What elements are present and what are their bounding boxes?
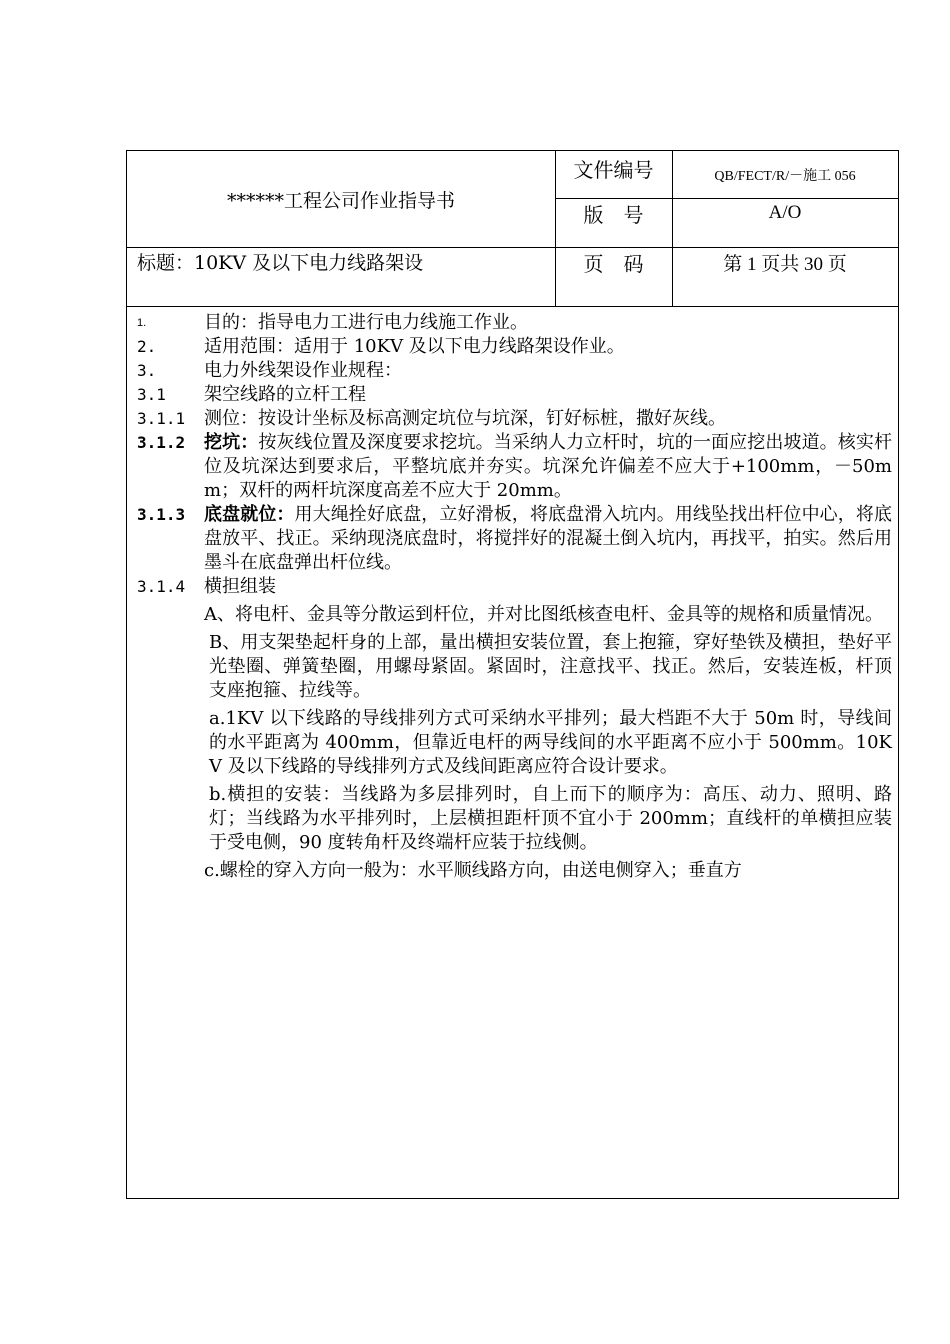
item-text: 目的：指导电力工进行电力线施工作业。 xyxy=(204,312,528,333)
item-number: 3. xyxy=(137,361,157,380)
page-label: 页 码 xyxy=(583,251,644,276)
list-item xyxy=(137,359,892,383)
header-table xyxy=(127,151,898,307)
list-item xyxy=(137,335,892,359)
paragraph-b-lower: b.横担的安装：当线路为多层排列时，自上而下的顺序为：高压、动力、照明、路灯；当线路为水平排列时，上层横担距杆顶不宜小于 200mm；直线杆的单横担应装于受电侧，90 度转角杆及终端杆应装于拉线侧。 xyxy=(209,784,892,853)
paragraph-a-upper: A、将电杆、金具等分散运到杆位，并对比图纸核查电杆、金具等的规格和质量情况。 xyxy=(204,604,883,625)
item-number: 3.1.2 xyxy=(137,433,186,452)
document-title: 标题：10KV 及以下电力线路架设 xyxy=(137,252,424,274)
item-body: 用大绳拴好底盘，立好滑板，将底盘滑入坑内。用线坠找出杆位中心，将底盘放平、找正。采纳现浇底盘时，将搅拌好的混凝土倒入坑内，再找平，拍实。然后用墨斗在底盘弹出杆位线。 xyxy=(204,504,893,573)
list-item xyxy=(137,407,892,431)
doc-no-value: QB/FECT/R/－施工 056 xyxy=(714,168,856,184)
item-text xyxy=(204,503,892,575)
item-number: 3.1.4 xyxy=(137,577,186,596)
item-number: 3.1 xyxy=(137,385,166,404)
item-number: 1. xyxy=(137,317,147,329)
item-number: 2. xyxy=(137,337,157,356)
item-text: 电力外线架设作业规程： xyxy=(204,360,402,381)
company-title: ******工程公司作业指导书 xyxy=(226,189,455,212)
list-item xyxy=(137,575,892,599)
version-label: 版 号 xyxy=(583,202,644,227)
list-item xyxy=(137,311,892,335)
item-number: 3.1.3 xyxy=(137,505,186,524)
item-body: 按灰线位置及深度要求挖坑。当采纳人力立杆时，坑的一面应挖出坡道。核实杆位及坑深达到要求后，平整坑底并夯实。坑深允许偏差不应大于+100mm，－50mm；双杆的两杆坑深度高差不应大于 20mm。 xyxy=(204,432,893,501)
paragraph-a-lower: a.1KV 以下线路的导线排列方式可采纳水平排列；最大档距不大于 50m 时，导线间的水平距离为 400mm，但靠近电杆的两导线间的水平距离不应小于 500mm。10KV 及以下线路的导线排列方式及线间距离应符合设计要求。 xyxy=(209,708,892,777)
item-lead: 底盘就位： xyxy=(204,504,295,525)
item-lead: 挖坑： xyxy=(204,432,259,453)
item-number: 3.1.1 xyxy=(137,409,186,428)
list-item xyxy=(137,431,892,503)
item-text: 横担组装 xyxy=(204,576,276,597)
paragraph-b-upper: B、用支架垫起杆身的上部，量出横担安装位置，套上抱箍，穿好垫铁及横担，垫好平光垫圈、弹簧垫圈，用螺母紧固。紧固时，注意找平、找正。然后，安装连板，杆顶支座抱箍、拉线等。 xyxy=(209,632,892,701)
list-item xyxy=(137,503,892,575)
list-item xyxy=(137,383,892,407)
item-text: 架空线路的立杆工程 xyxy=(204,384,366,405)
page-value: 第 1 页共 30 页 xyxy=(723,253,847,275)
item-text: 适用范围：适用于 10KV 及以下电力线路架设作业。 xyxy=(204,336,625,357)
doc-no-label: 文件编号 xyxy=(573,157,654,182)
version-value: A/O xyxy=(768,202,802,223)
item-text xyxy=(204,431,892,503)
document-sheet xyxy=(126,150,899,1199)
document-body xyxy=(137,311,892,883)
paragraph-c-lower: c.螺栓的穿入方向一般为：水平顺线路方向，由送电侧穿入；垂直方 xyxy=(204,860,742,881)
item-text: 测位：按设计坐标及标高测定坑位与坑深，钉好标桩，撒好灰线。 xyxy=(204,408,726,429)
